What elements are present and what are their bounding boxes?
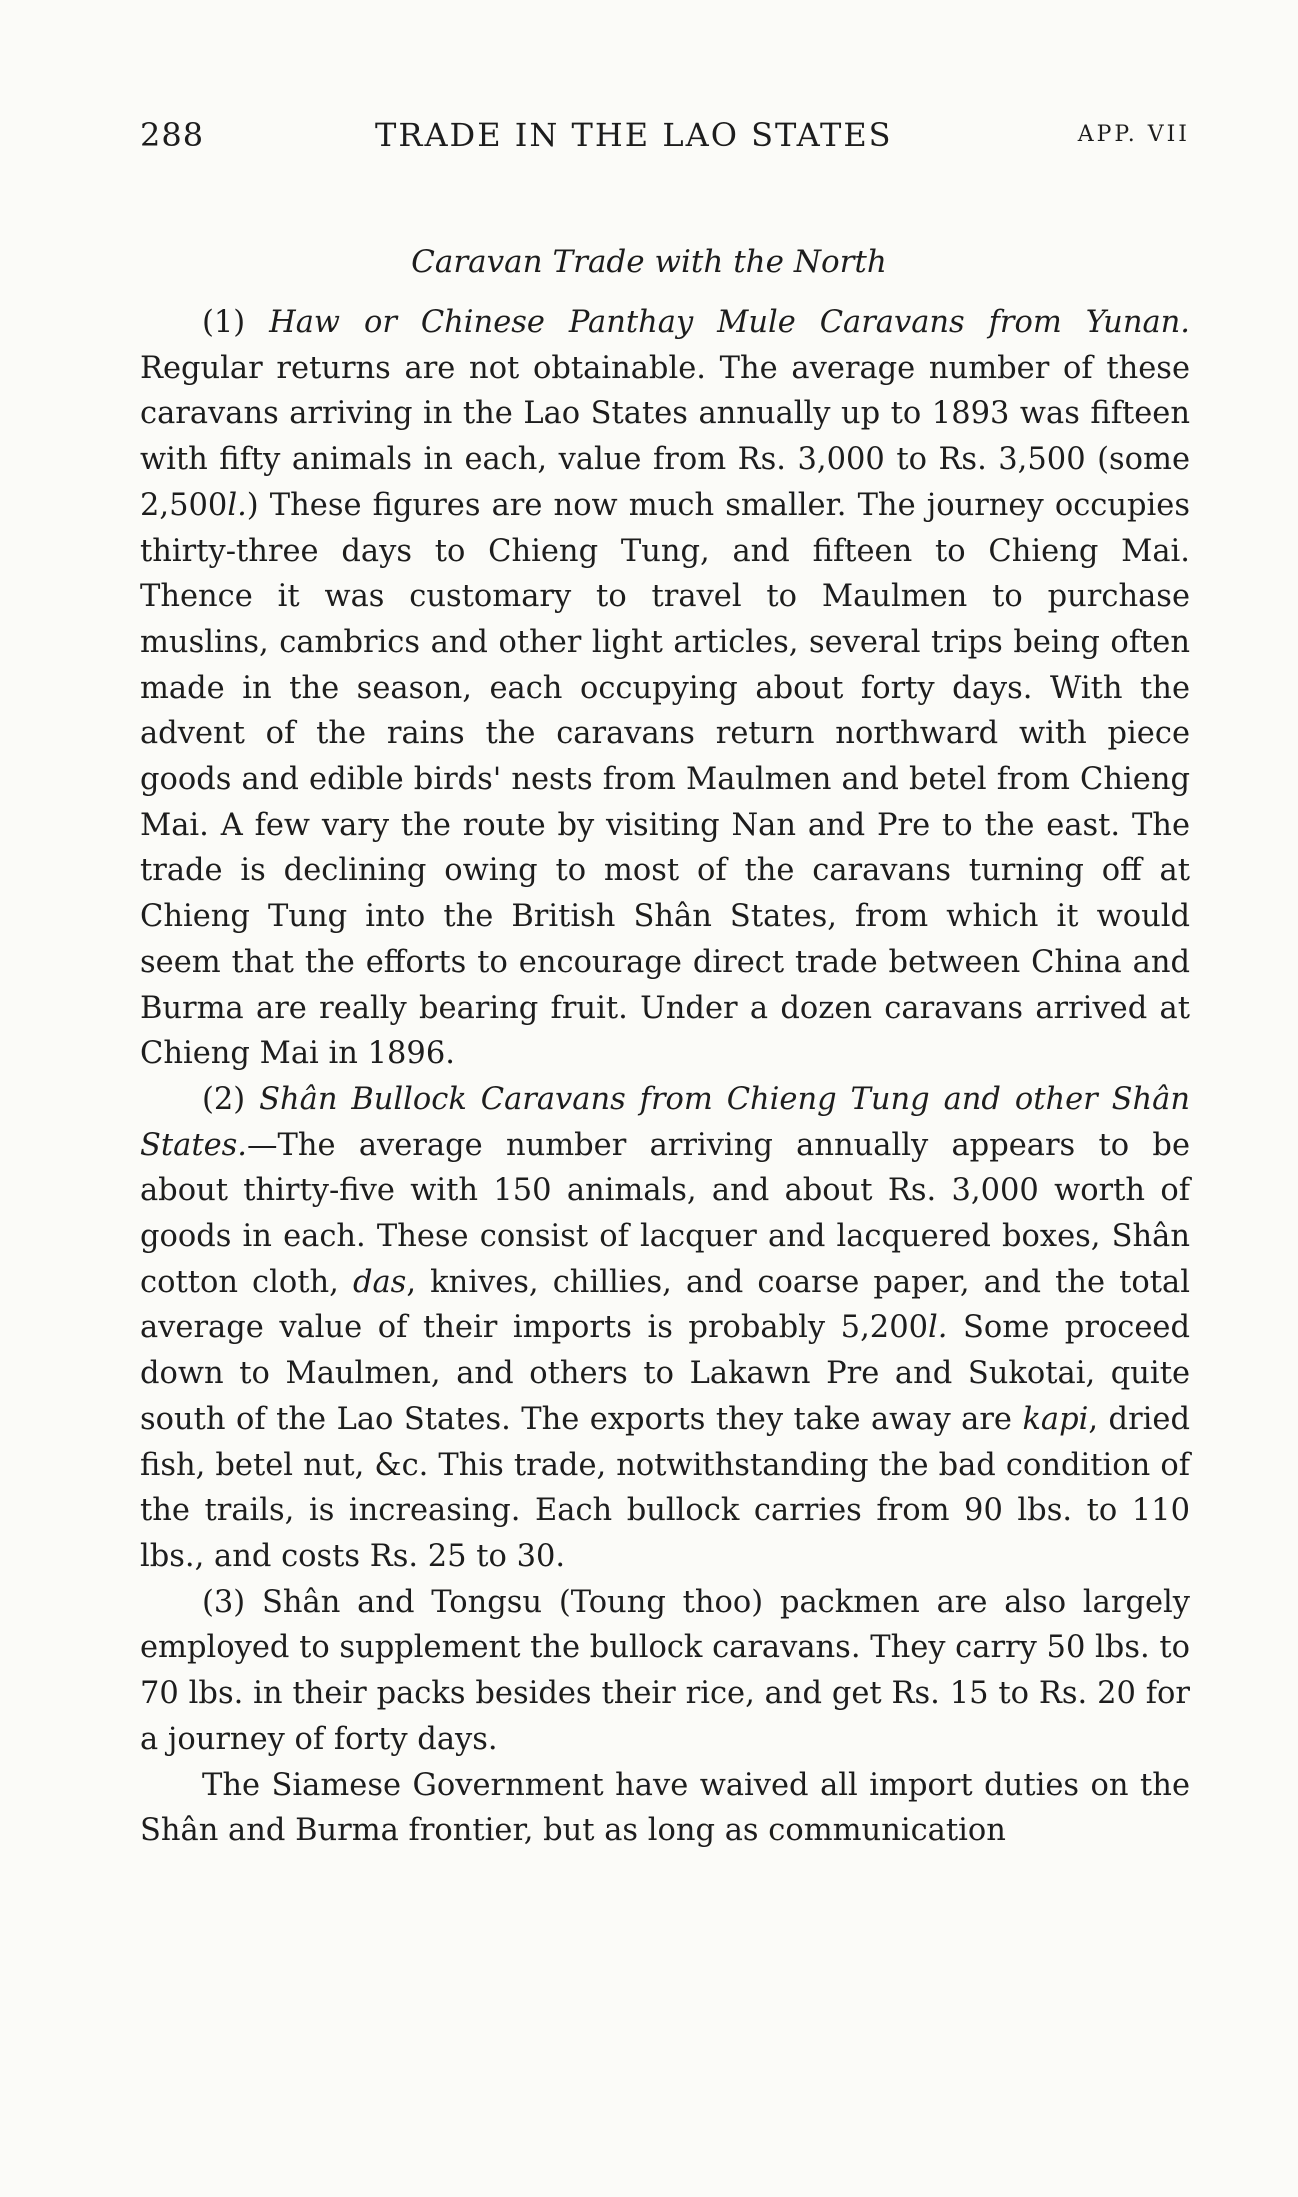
section-title: Caravan Trade with the North: [411, 244, 887, 280]
paragraph-text: —The average number arriving annually appears to be about thirty-five with 150 animals, and about Rs. 3,000 worth of goods in each. These consist of lacquer and lacquered boxes, Shân cotton cloth,: [140, 1127, 1190, 1300]
paragraph-number: (2): [202, 1081, 260, 1117]
paragraph-text: Regular returns are not obtainable. The average number of these caravans arriving in the Lao States annually up to 1893 was fifteen with fifty animals in each, value from Rs. 3,000 to Rs. 3,500 (some 2,500: [140, 350, 1190, 523]
paragraph-1: [140, 300, 1190, 1077]
paragraph-2: [140, 1077, 1190, 1580]
body-text: [140, 300, 1190, 1854]
appendix-label: APP. VII: [1077, 122, 1190, 147]
paragraph-text: , dried fish, betel nut, &c. This trade, notwithstanding the bad condition of the trails, is increasing. Each bullock carries from 90 lbs. to 110 lbs., and costs Rs. 25 to 30.: [140, 1401, 1190, 1574]
italic-term: das: [352, 1264, 407, 1300]
paragraph-3: (3) Shân and Tongsu (Toung thoo) packmen are also largely employed to supplement the bullock caravans. They carry 50 lbs. to 70 lbs. in their packs besides their rice, and get Rs. 15 to Rs. 20 for a journey of forty days.: [140, 1584, 1190, 1757]
italic-abbrev: l.: [227, 487, 247, 523]
paragraph-text: , knives, chillies, and coarse paper, and the total average value of their imports is probably 5,200: [140, 1264, 1190, 1346]
paragraph-heading: Shân Bullock Caravans from Chieng Tung and other Shân States.: [140, 1081, 1190, 1163]
paragraph-text: Some proceed down to Maulmen, and others to Lakawn Pre and Sukotai, quite south of the Lao States. The exports they take away are: [140, 1310, 1190, 1437]
paragraph-text: ) These figures are now much smaller. The journey occupies thirty-three days to Chieng Tung, and fifteen to Chieng Mai. Thence it was customary to travel to Maulmen to purchase muslins, cambrics and other light articles, several trips being often made in the season, each occupying about forty days. With the advent of the rains the caravans return northward with piece goods and edible birds' nests from Maulmen and betel from Chieng Mai. A few vary the route by visiting Nan and Pre to the east. The trade is declining owing to most of the caravans turning off at Chieng Tung into the British Shân States, from which it would seem that the efforts to encourage direct trade between China and Burma are really bearing fruit. Under a dozen caravans arrived at Chieng Mai in 1896.: [140, 487, 1190, 1072]
paragraph-heading: Haw or Chinese Panthay Mule Caravans from Yunan.: [269, 305, 1190, 340]
page-number: 288: [140, 116, 205, 154]
running-head: [140, 116, 1190, 156]
paragraph-number: (1): [202, 305, 270, 340]
italic-abbrev: l.: [928, 1310, 948, 1346]
running-title: TRADE IN THE LAO STATES: [375, 116, 893, 154]
italic-term: kapi: [1022, 1401, 1089, 1437]
paragraph-4: The Siamese Government have waived all import duties on the Shân and Burma frontier, but as long as communication: [140, 1767, 1190, 1849]
